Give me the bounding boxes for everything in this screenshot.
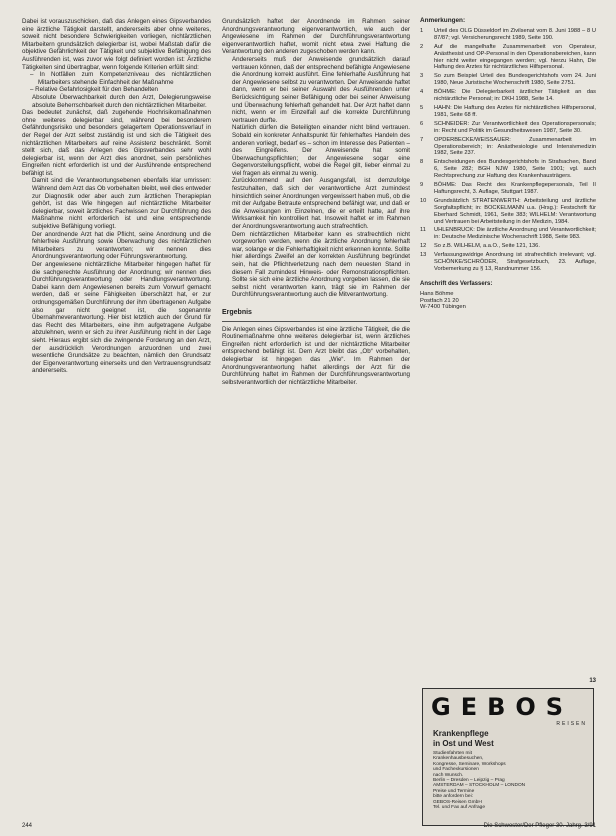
ad-line: und Fachexkursionen xyxy=(433,767,479,773)
footnote-number: 6 xyxy=(420,120,424,127)
footnote-number: 2 xyxy=(420,43,424,50)
footnote-number: 12 xyxy=(420,243,427,250)
notes-column xyxy=(420,18,596,311)
paragraph: Absolute Überwachbarkeit durch den Arzt, Delegierungsweise absolute Beherrschbarkeit durch den nichtärztlichen Mitarbeiter. xyxy=(32,93,211,109)
paragraph: Zurückkommend auf den Ausgangsfall, ist demzufolge festzuhalten, daß sich der verantwortliche Arzt zumindest hinsichtlich seiner Anordnungen vergewissert haben muß, ob die mit der Aufgabe Betraute entsprechend befähigt war, und daß er die Anweisungen im Einzelnen, die er erteilt hatte, auf ihre Wirksamkeit hin kontrolliert hat. Insoweit haftet er im Rahmen der Anordnungsverantwortung auch strafrechtlich. xyxy=(232,177,410,231)
footnote-text: SCHNEIDER: Zur Verantwortlichkeit des Operationspersonals; in: Recht und Politik im Gesundheitswesen 1987, Seite 30. xyxy=(434,120,596,134)
footnote-number: 5 xyxy=(420,104,424,111)
advertisement xyxy=(422,688,594,826)
ad-logo: GEBOS xyxy=(431,693,574,721)
footnote xyxy=(420,28,596,42)
footnote xyxy=(420,121,596,135)
footnote xyxy=(420,105,596,119)
ad-line: bitte anfordern bei: xyxy=(433,794,474,800)
paragraph: Der anordnende Arzt hat die Pflicht, seine Anordnung und die fehlerfreie Ausführung sowie Überwachung des nichtärztlichen Mitarbeiters zu verantworten; wir nennen dies Anordnungsverantwortung oder Führungsverantwortung. xyxy=(32,230,211,261)
ad-subtitle: REISEN xyxy=(556,721,587,727)
paragraph: Damit sind die Verantwortungsebenen ebenfalls klar umrissen: Während dem Arzt das Ob vorbehalten bleibt, weil dies entweder zur Diagnostik oder aber auch zum ärztlichen Therapieplan gehört, ist das Wie hingegen auf nichtärztliche Mitarbeiter delegierbar, soweit ärztliches Fachwissen zur Durchführung des Maßnahme nicht erforderlich ist und eine entsprechende subjektive Befähigung vorliegt. xyxy=(32,177,211,231)
address-line: W-7400 Tübingen xyxy=(420,304,466,311)
footnote-text: Grundsätzlich STRATENWERTH: Arbeitsteilung und ärztliche Sorgfaltspflicht; in: BOCKELMANN u.a. (Hrsg.): Festschrift für Eberhard Schmidt, 1961, Seite 383; WILHELM: Verantwortung und Vertrauen bei Arbeitsteilung in der Medizin, 1984. xyxy=(434,197,596,225)
divider xyxy=(222,321,410,322)
ad-line: AMSTERDAM – STOCKHOLM – LONDON xyxy=(433,783,526,789)
footnote-number: 9 xyxy=(420,182,424,189)
footnote xyxy=(420,182,596,196)
footnote-text: BÖHME: Das Recht des Krankenpflegepersonals, Teil II Haftungsrecht, 3. Auflage, Stuttgart 1987. xyxy=(434,182,596,195)
paragraph: Das bedeutet zunächst, daß zugehende Hochrisikomaßnahmen ohne weiteres delegierbar sind, während bei besonderem Gefährdungsrisiko und besonders gelagertem Operationsverlauf in der Regel der Arzt selbst zuständig ist und sich die Tätigkeit des nichtärztlichen Mitarbeiters auf reine Assistenz beschränkt. Somit stellt sich, daß das Anlegen des Gipsverbandes sehr wohl delegierbar ist, wenn der Arzt dies anordnet, sein persönliches Eingreifen nicht erforderlich ist und der Ausführende entsprechend befähigt ist. xyxy=(22,109,211,177)
footnote-text: HAHN: Die Haftung des Arztes für nichtärztliches Hilfspersonal, 1981, Seite 68 ff. xyxy=(434,104,596,118)
footnote-number: 13 xyxy=(420,252,427,259)
paragraph: Dabei ist vorauszuschicken, daß das Anlegen eines Gipsverbandes eine ärztliche Tätigkeit darstellt, andererseits aber ohne weiteres, soweit nicht besondere Schwierigkeiten vorliegen, nichtärztlichen Mitarbeitern grundsätzlich delegierbar ist, wobei Maßstab dafür die objektive Gefährlichkeit der Tätigkeit und subjektive Befähigung des Ausführenden ist, was zuvor wie folgt definiert worden ist: Ärztliche Tätigkeiten sind übertragbar, wenn folgende Kriterien erfüllt sind: xyxy=(22,18,211,71)
address-label: Anschrift des Verfassers: xyxy=(420,280,493,287)
footnote xyxy=(420,73,596,87)
footnote xyxy=(420,159,596,180)
footnote xyxy=(420,89,596,103)
footnote-text: So zum Beispiel Urteil des Bundesgerichtshofs vom 24. Juni 1980, Neue Juristische Wochenschrift 1980, Seite 2751. xyxy=(434,73,596,87)
footnote-text: Urteil des OLG Düsseldorf im Zivilsenat vom 8. Juni 1988 – 8 U 87/87; vgl. Versicherungsrecht 1989, Seite 190. xyxy=(434,27,596,41)
result-heading: Ergebnis xyxy=(222,308,252,316)
footnote-number: 4 xyxy=(420,89,424,96)
paragraph: Natürlich dürfen die Beteiligten einander nicht blind vertrauen. Sobald ein konkreter Anhaltspunkt für fehlerhaftes Handeln des anderen vorliegt, bedarf es – schon im Interesse des Patienten – des Eingreifens. Der Anweisende hat somit Überwachungspflichten; der Angewiesene sogar eine Gegenvorstellungspflicht, wobei die Regel gilt, lieber einmal zu viel fragen als einmal zu wenig. xyxy=(232,124,410,177)
paragraph: Grundsätzlich haftet der Anordnende im Rahmen seiner Anordnungsverantwortung eigenverantwortlich, wie auch der Angewiesene im Rahmen der Durchführungsverantwortung eigenverantwortlich haftet, womit nicht etwa zwei Haftung die Verantwortung den anderen zugeschoben werden kann. xyxy=(222,18,410,56)
list-item: – Relative Gefahrlosigkeit für den Behandelten xyxy=(30,86,158,94)
footnote-text: So z.B. WILHELM, a.a.O., Seite 121, 136. xyxy=(434,243,540,250)
footnote-number: 10 xyxy=(420,197,427,204)
result-paragraph: Die Anlegen eines Gipsverbandes ist eine ärztliche Tätigkeit, die die Routinemaßnahme ohne weiteres delegierbar ist, wenn ärztliches Eingreifen nicht erforderlich ist und der nichtärztliche Mitarbeiter entsprechend befähigt ist. Dem Arzt bleibt das „Ob“ vorbehalten, delegierbar ist hingegen das „Wie“. Im Rahmen der Anordnungsverantwortung haftet allerdings der Arzt für die Durchführung haftet im Rahmen der Durchführungsverantwortung selbstverantwortlich der nichtärztliche Mitarbeiter. xyxy=(222,325,410,386)
journal-reference: Die Schwester/Der Pfleger 30. Jahrg. 3/91 xyxy=(483,823,596,829)
footnote-number: 8 xyxy=(420,159,424,166)
footnote xyxy=(420,137,596,158)
paragraph: Dem nichtärztlichen Mitarbeiter kann es strafrechtlich nicht vorgeworfen werden, wenn die ärztliche Anordnung fehlerhaft war, solange er die Fehlerhaftigkeit nicht erkennen konnte. Sollte hier allerdings Zweifel an der korrekten Ausführung begründet sein, hat die Pflichtverletzung nach dem neuesten Stand in diesem Fall zumindest Hinweis- oder Remonstrationspflichten. Sollte sie sich eine ärztliche Anordnung vorgeben lassen, die sie selbst nicht verantworten kann, trägt sie im Rahmen der Durchführungsverantwortung auch die Mitverantwortung. xyxy=(232,230,410,299)
footnote-number: 7 xyxy=(420,136,424,143)
ad-headline: in Ost und West xyxy=(433,739,494,748)
footnote xyxy=(420,252,596,273)
footnote xyxy=(420,198,596,226)
footnote xyxy=(420,44,596,72)
footnote-number: 11 xyxy=(420,227,426,234)
ad-body xyxy=(433,751,583,810)
ad-line: nach Wunsch. xyxy=(433,772,464,778)
ad-line: Studienfahrten mit xyxy=(433,751,472,756)
address-line: Hans Böhme xyxy=(420,290,454,297)
footnote-text: Verfassungswidrige Anordnung ist strafrechtlich irrelevant; vgl. SCHÖNKE/SCHRÖDER, Strafgesetzbuch, 23. Auflage, Vorbemerkung zu § 13, Randnummer 156. xyxy=(434,252,596,272)
ad-line: GEBOS-Reisen GmbH xyxy=(433,799,482,805)
footnote-number: 3 xyxy=(420,73,424,80)
ad-line: Preise und Termine xyxy=(433,788,475,794)
ad-line: Krankenhausbesuchen, xyxy=(433,756,484,762)
footnote xyxy=(420,227,596,241)
footnote-text: UHLENBRUCK: Die ärztliche Anordnung und Verantwortlichkeit; in: Deutsche Medizinische Wochenschrift 1988, Seite 983. xyxy=(434,227,596,241)
list-item: – In Notfällen zum Kompetenzniveau des nichtärztlichen Mitarbeiters stehende Einfachheit der Maßnahme xyxy=(30,71,211,86)
paragraph: Andererseits muß der Anweisende grundsätzlich darauf vertrauen können, daß der entsprechend befähigte Angewiesene die Anordnung korrekt ausführt. Eine fehlerhafte Ausführung hat der Angewiesene selbst zu verantworten. Der Anweisende haftet dann, wenn er bei seiner Auswahl des Ausführenden unter Berücksichtigung seiner Befähigung oder bei seiner Anweisung und Überwachung fehlerhaft gehandelt hat. Der Arzt haftet dann nicht, wenn er im Einzelfall auf die korrekte Durchführung vertrauen durfte. xyxy=(232,55,410,124)
footnote xyxy=(420,243,596,250)
ad-line: Tel. und Fax auf Anfrage xyxy=(433,805,485,811)
page-footer xyxy=(22,823,596,833)
address-line: Postfach 21 20 xyxy=(420,297,459,304)
footnote-text: Auf die mangelhafte Zusammenarbeit von Operateur, Anästhesist und OP-Personal in den Operationsbereichen, kann hier nicht weiter eingegangen werden; vgl. hierzu Hahn, Die Haftung des Arztes für nichtärztliches Hilfspersonal. xyxy=(434,43,596,71)
page-number: 244 xyxy=(22,823,33,829)
footnote-number: 1 xyxy=(420,27,424,34)
left-column xyxy=(22,18,211,375)
footnote-text: Entscheidungen des Bundesgerichtshofs in Strafsachen, Band 6, Seite 282; BGH NJW 1980, Seite 1901; vgl. auch Rechtsprechung zur Haftung des Krankenhausträgers. xyxy=(434,159,596,180)
middle-column xyxy=(222,18,410,386)
footnote-text: OPDERBECKE/WEISSAUER: Zusammenarbeit im Operationsbereich; in: Anästhesiologie und Intensivmedizin 1982, Seite 237. xyxy=(434,136,596,157)
paragraph: Der angewiesene nichtärztliche Mitarbeiter hingegen haftet für die sachgerechte Ausführung der Anordnung; wir nennen dies Durchführungsverantwortung oder Handlungsverantwortung. Dabei kann dem Angewiesenen bereits zum Vorwurf gemacht werden, daß er seine Fähigkeiten überschätzt hat, er zur ordnungsgemäßen Durchführung der ihm übertragenen Aufgabe also gar nicht geeignet ist, die sogenannte Übernahmeverantwortung. Hier bist letztlich auch der Grund für das Recht des Mitarbeiters, eine ihm aufgetragene Aufgabe abzulehnen, wenn er sich zu ihrer Ausführung nicht in der Lage sieht. Hieraus ergibt sich die zwingende Forderung an den Arzt, der ausdrücklich Verordnungen anzuordnen und zwei wesentliche Grundsätze zu beachten, nämlich den Grundsatz der Eigenverantwortung einerseits und den Vertrauensgrundsatz andererseits. xyxy=(32,261,211,375)
ad-line: Berlin – Dresden – Leipzig – Prag xyxy=(433,778,505,784)
notes-title: Anmerkungen: xyxy=(420,17,466,24)
side-number: 13 xyxy=(589,678,596,684)
ad-headline: Krankenpflege xyxy=(433,729,489,738)
ad-line: Kongresse, Seminare, Workshops xyxy=(433,761,506,767)
footnote-text: BÖHME: Die Delegierbarkeit ärztlicher Tätigkeit an das nichtärztliche Personal; in: DKH 1988, Seite 14. xyxy=(434,89,596,103)
